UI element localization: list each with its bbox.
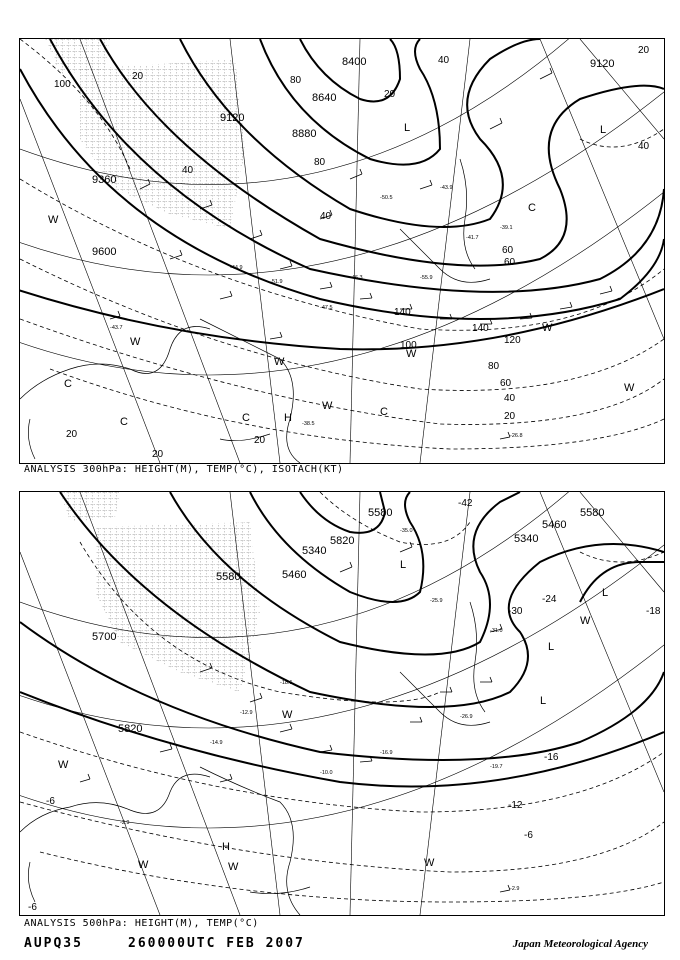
height-label: 5340 <box>514 533 539 545</box>
center-symbol: W <box>228 861 239 873</box>
map-500hpa <box>20 492 664 915</box>
obs-value: -47.5 <box>320 305 333 311</box>
contour-label: 20 <box>152 449 164 460</box>
map-panel-500hpa <box>19 491 665 916</box>
obs-value: -46.3 <box>350 275 363 281</box>
center-symbol: L <box>600 124 607 136</box>
obs-value: -31.0 <box>490 628 503 634</box>
isotherm-label: -18 <box>646 606 661 617</box>
obs-value: -26.8 <box>510 433 523 439</box>
center-symbol: W <box>48 214 59 226</box>
isotherm-label: -6 <box>524 830 533 841</box>
obs-value: -50.5 <box>380 195 393 201</box>
center-symbol: H <box>222 841 230 853</box>
height-label: 5580 <box>216 571 241 583</box>
obs-value: -2.9 <box>120 820 130 826</box>
height-label: 9600 <box>92 246 117 258</box>
height-label: 5340 <box>302 545 327 557</box>
contour-label: 20 <box>66 429 78 440</box>
isotach-label: 40 <box>504 393 516 404</box>
height-label: 9120 <box>590 58 615 70</box>
coastlines <box>20 602 490 915</box>
wind-label: 140 <box>394 307 411 318</box>
center-symbol: C <box>120 416 128 428</box>
isotherm-label: -6 <box>46 796 55 807</box>
center-symbol: W <box>282 709 293 721</box>
obs-value: -55.9 <box>420 275 433 281</box>
terrain-hatch <box>60 492 120 522</box>
center-symbol: C <box>528 202 536 214</box>
height-label: 5580 <box>368 507 393 519</box>
height-label: 9120 <box>220 112 245 124</box>
chart-code: AUPQ35 <box>24 936 83 951</box>
terrain-hatch <box>80 59 245 229</box>
terrain-hatch <box>45 39 110 74</box>
contour-label: 40 <box>638 141 650 152</box>
wind-label: 60 <box>502 245 514 256</box>
center-symbol: W <box>406 348 417 360</box>
obs-value: -51.9 <box>270 279 283 285</box>
isotherm-label: -24 <box>542 594 557 605</box>
center-symbol: L <box>548 641 555 653</box>
center-symbol: L <box>404 122 411 134</box>
obs-value: -14.9 <box>210 740 223 746</box>
obs-value: -41.7 <box>466 235 479 241</box>
height-label: 8880 <box>292 128 317 140</box>
obs-value: -12.9 <box>240 710 253 716</box>
center-symbol: L <box>540 695 547 707</box>
contour-label: 40 <box>438 55 450 66</box>
center-symbol: W <box>130 336 141 348</box>
obs-value: -43.7 <box>110 325 123 331</box>
obs-value: -16.9 <box>380 750 393 756</box>
height-label: 5460 <box>542 519 567 531</box>
isotherm-label: -6 <box>28 902 37 913</box>
obs-value: -39.1 <box>500 225 513 231</box>
center-symbol: W <box>424 857 435 869</box>
center-symbol: W <box>580 615 591 627</box>
wind-label: 60 <box>504 257 516 268</box>
center-symbol: W <box>624 382 635 394</box>
height-label: 5460 <box>282 569 307 581</box>
isotach-label: 80 <box>488 361 500 372</box>
contour-label: 20 <box>254 435 266 446</box>
height-label: 8400 <box>342 56 367 68</box>
height-label: 5820 <box>118 723 143 735</box>
height-label: 8640 <box>312 92 337 104</box>
obs-value: -38.5 <box>302 421 315 427</box>
center-symbol: W <box>58 759 69 771</box>
center-symbol: C <box>64 378 72 390</box>
center-symbol: W <box>542 322 553 334</box>
center-symbol: W <box>274 356 285 368</box>
height-label: 5820 <box>330 535 355 547</box>
wind-label: 100 <box>54 79 71 90</box>
height-label: 9360 <box>92 174 117 186</box>
wind-label: 20 <box>132 71 144 82</box>
wind-label: 20 <box>384 89 396 100</box>
agency-name: Japan Meteorological Agency <box>512 938 648 950</box>
wind-label: 80 <box>290 75 302 86</box>
center-symbol: W <box>138 859 149 871</box>
obs-value: -2.9 <box>510 886 520 892</box>
center-symbol: L <box>400 559 407 571</box>
obs-value: -10.0 <box>320 770 333 776</box>
obs-value: -35.0 <box>400 528 413 534</box>
isotherm-label: -42 <box>458 498 473 509</box>
caption-300hpa: ANALYSIS 300hPa: HEIGHT(M), TEMP(°C), ISOTACH(KT) <box>24 464 344 475</box>
isotach-label: 100 <box>400 340 417 351</box>
isotach-label: 120 <box>504 335 521 346</box>
isotach-label: 140 <box>472 323 489 334</box>
map-300hpa <box>20 39 664 463</box>
obs-value: -26.9 <box>460 714 473 720</box>
center-symbol: L <box>602 587 609 599</box>
center-symbol: W <box>322 400 333 412</box>
isotherm-label: -30 <box>508 606 523 617</box>
wind-label: 40 <box>182 165 194 176</box>
obs-value: -19.7 <box>490 764 503 770</box>
center-symbol: C <box>242 412 250 424</box>
isotherm-label: -16 <box>544 752 559 763</box>
caption-500hpa: ANALYSIS 500hPa: HEIGHT(M), TEMP(°C) <box>24 918 259 929</box>
wind-label: 80 <box>314 157 326 168</box>
wind-label: 40 <box>320 211 332 222</box>
obs-value: -25.9 <box>430 598 443 604</box>
terrain-hatch <box>95 522 260 692</box>
map-panel-300hpa <box>19 38 665 464</box>
valid-time: 260000UTC FEB 2007 <box>128 936 305 951</box>
isotach-label: 20 <box>504 411 516 422</box>
obs-value: -18.1 <box>280 680 293 686</box>
contour-label: 20 <box>638 45 650 56</box>
isotach-label: 60 <box>500 378 512 389</box>
height-label: 5580 <box>580 507 605 519</box>
obs-value: -44.9 <box>230 265 243 271</box>
obs-value: -43.9 <box>440 185 453 191</box>
center-symbol: H <box>284 412 292 424</box>
isotherm-label: -12 <box>508 800 523 811</box>
center-symbol: C <box>380 406 388 418</box>
height-label: 5700 <box>92 631 117 643</box>
